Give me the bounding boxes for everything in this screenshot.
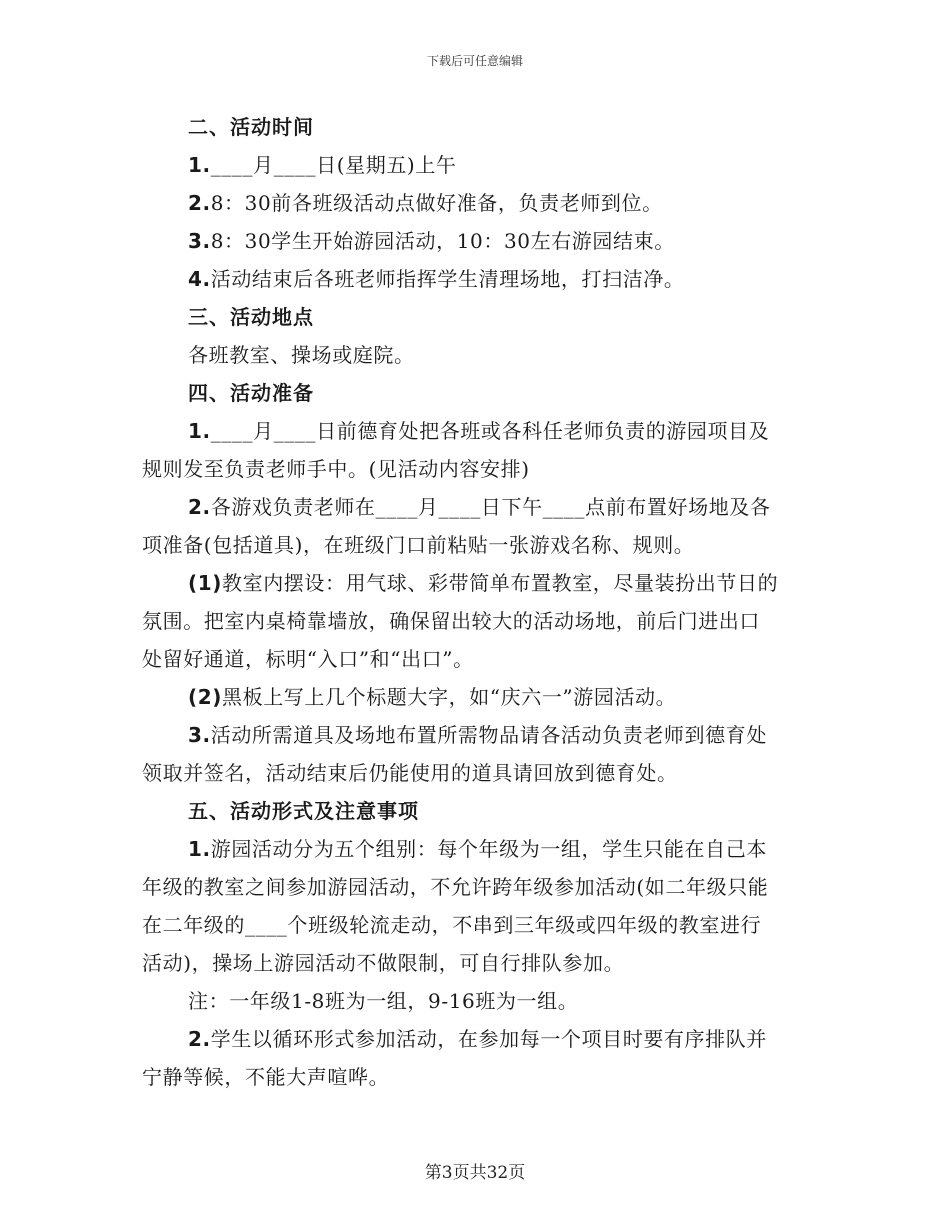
list-item xyxy=(142,184,814,222)
paragraph-continuation: 领取并签名，活动结束后仍能使用的道具请回放到德育处。 xyxy=(142,761,678,785)
paragraph-continuation: 年级的教室之间参加游园活动，不允许跨年级参加活动(如二年级只能 xyxy=(142,875,769,899)
item-text: 活动结束后各班老师指挥学生清理场地，打扫洁净。 xyxy=(210,267,685,291)
item-text: ____月____日前德育处把各班或各科任老师负责的游园项目及 xyxy=(210,419,770,443)
item-text: 8：30学生开始游园活动，10：30左右游园结束。 xyxy=(210,229,675,253)
item-number: 1. xyxy=(188,837,211,861)
item-number: (1) xyxy=(188,571,222,595)
page-header: 下载后可任意编辑 xyxy=(426,54,523,68)
item-number: 2. xyxy=(188,1027,211,1051)
list-item xyxy=(142,678,814,716)
item-number: 2. xyxy=(188,495,211,519)
list-item xyxy=(142,564,814,602)
item-number: 3. xyxy=(188,229,211,253)
paragraph-continuation: 处留好通道，标明“入口”和“出口”。 xyxy=(142,647,474,671)
item-number: 2. xyxy=(188,191,211,215)
item-text: ____月____日(星期五)上午 xyxy=(210,153,457,177)
item-number: 4. xyxy=(188,267,211,291)
list-item xyxy=(142,222,814,260)
list-item xyxy=(142,488,814,526)
paragraph-continuation: 项准备(包括道具)，在班级门口前粘贴一张游戏名称、规则。 xyxy=(142,533,695,557)
list-item xyxy=(142,830,814,868)
list-item xyxy=(142,1020,814,1058)
document-body xyxy=(142,108,814,1096)
section-heading: 三、活动地点 xyxy=(188,305,314,329)
page-footer: 第3页共32页 xyxy=(424,1163,526,1183)
item-number: 1. xyxy=(188,419,211,443)
section-heading: 五、活动形式及注意事项 xyxy=(188,799,419,823)
item-text: 8：30前各班级活动点做好准备，负责老师到位。 xyxy=(210,191,663,215)
item-text: 活动所需道具及场地布置所需物品请各活动负责老师到德育处 xyxy=(210,723,767,747)
section-heading: 二、活动时间 xyxy=(188,115,314,139)
item-text: 各游戏负责老师在____月____日下午____点前布置好场地及各 xyxy=(210,495,771,519)
paragraph: 各班教室、操场或庭院。 xyxy=(188,343,415,367)
section-heading: 四、活动准备 xyxy=(188,381,314,405)
item-text: 黑板上写上几个标题大字，如“庆六一”游园活动。 xyxy=(222,685,677,709)
paragraph-continuation: 活动)，操场上游园活动不做限制，可自行排队参加。 xyxy=(142,951,625,975)
list-item xyxy=(142,716,814,754)
paragraph-continuation: 宁静等候，不能大声喧哗。 xyxy=(142,1065,390,1089)
item-text: 学生以循环形式参加活动，在参加每一个项目时要有序排队并 xyxy=(210,1027,767,1051)
paragraph-continuation: 氛围。把室内桌椅靠墙放，确保留出较大的活动场地，前后门进出口 xyxy=(142,609,760,633)
item-text: 游园活动分为五个组别：每个年级为一组，学生只能在自己本 xyxy=(210,837,767,861)
list-item xyxy=(142,260,814,298)
item-number: 3. xyxy=(188,723,211,747)
paragraph-continuation: 规则发至负责老师手中。(见活动内容安排) xyxy=(142,457,530,481)
item-text: 教室内摆设：用气球、彩带简单布置教室，尽量装扮出节日的 xyxy=(222,571,779,595)
note-paragraph: 注：一年级1-8班为一组，9-16班为一组。 xyxy=(188,989,579,1013)
list-item xyxy=(142,412,814,450)
list-item xyxy=(142,146,814,184)
item-number: 1. xyxy=(188,153,211,177)
paragraph-continuation: 在二年级的____个班级轮流走动，不串到三年级或四年级的教室进行 xyxy=(142,913,762,937)
item-number: (2) xyxy=(188,685,222,709)
